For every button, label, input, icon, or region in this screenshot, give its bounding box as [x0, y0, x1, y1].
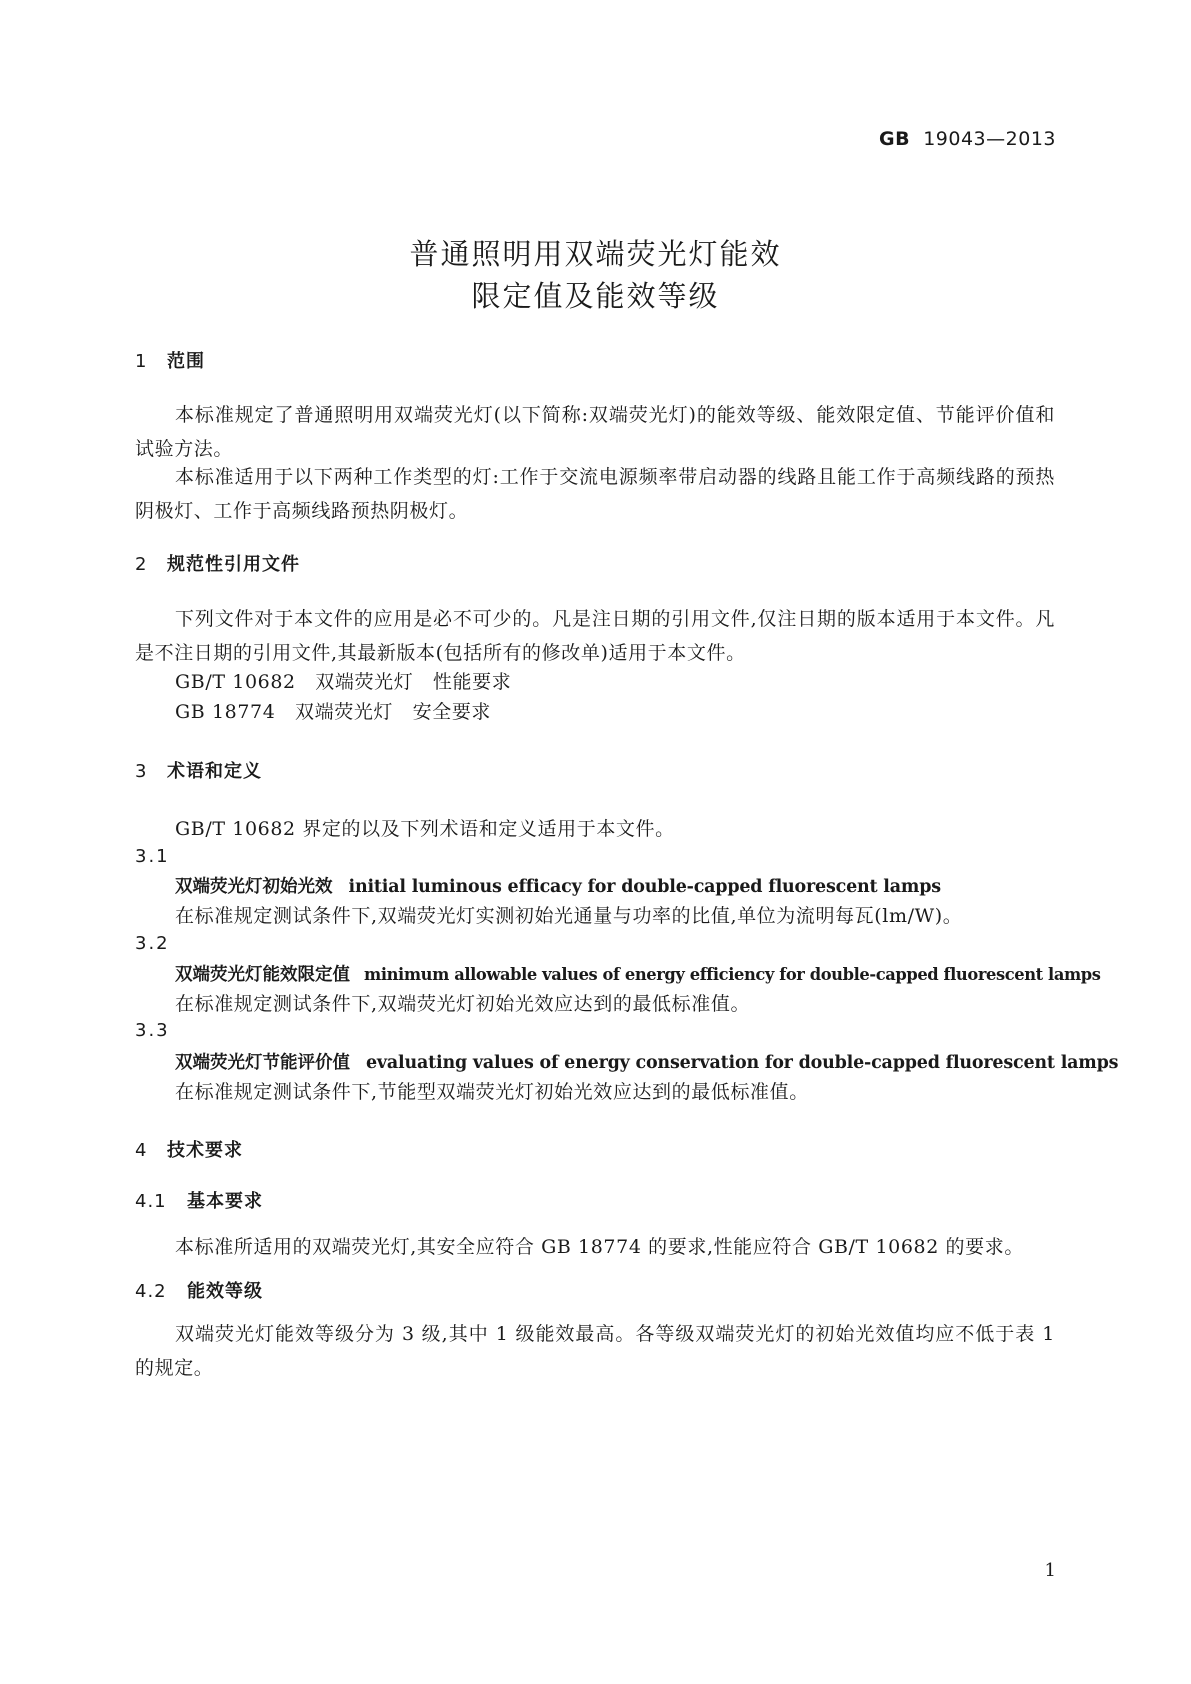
subsection-4-1-paragraph: 本标准所适用的双端荧光灯,其安全应符合 GB 18774 的要求,性能应符合 GB/T 10682 的要求。 [175, 1236, 1024, 1258]
doc-number: 19043—2013 [923, 128, 1056, 150]
subsection-title: 基本要求 [187, 1191, 263, 1212]
term-number: 3.2 [135, 933, 170, 954]
section-number: 3 [135, 761, 148, 782]
subsection-4-2-paragraph: 双端荧光灯能效等级分为 3 级,其中 1 级能效最高。各等级双端荧光灯的初始光效值均应不低于表 1 的规定。 [135, 1323, 1055, 1379]
subsection-number: 4.1 [135, 1191, 167, 1212]
section-title: 规范性引用文件 [167, 554, 300, 575]
document-code [879, 128, 1056, 150]
section-number: 2 [135, 554, 148, 575]
term-definition: 在标准规定测试条件下,双端荧光灯初始光效应达到的最低标准值。 [175, 993, 751, 1015]
term-chinese: 双端荧光灯初始光效 [175, 877, 333, 897]
term-number: 3.3 [135, 1020, 170, 1041]
subsection-title: 能效等级 [187, 1281, 263, 1302]
page-title-line2: 限定值及能效等级 [471, 279, 720, 313]
term-english: evaluating values of energy conservation for double-capped fluorescent lamps [366, 1053, 1119, 1073]
term-heading [175, 961, 1101, 986]
doc-prefix: GB [879, 128, 911, 150]
section-2-heading [135, 550, 300, 576]
section-title: 技术要求 [167, 1140, 243, 1161]
page-title-line1: 普通照明用双端荧光灯能效 [409, 237, 782, 271]
term-english: minimum allowable values of energy efficiency for double-capped fluorescent lamps [364, 965, 1101, 984]
section-3-intro: GB/T 10682 界定的以及下列术语和定义适用于本文件。 [175, 818, 675, 840]
term-chinese: 双端荧光灯节能评价值 [175, 1053, 350, 1073]
section-3-heading [135, 757, 262, 783]
section-1-heading [135, 347, 205, 373]
term-chinese: 双端荧光灯能效限定值 [175, 965, 350, 985]
section-number: 4 [135, 1140, 148, 1161]
subsection-4-1-heading [135, 1187, 263, 1213]
term-definition: 在标准规定测试条件下,双端荧光灯实测初始光通量与功率的比值,单位为流明每瓦(lm/W)。 [175, 905, 963, 927]
term-english: initial luminous efficacy for double-capped fluorescent lamps [348, 877, 941, 897]
subsection-4-2-heading [135, 1277, 263, 1303]
subsection-number: 4.2 [135, 1281, 167, 1302]
section-title: 范围 [167, 351, 205, 372]
section-number: 1 [135, 351, 148, 372]
section-title: 术语和定义 [167, 761, 262, 782]
term-number: 3.1 [135, 846, 170, 867]
section-1-paragraph-1: 本标准规定了普通照明用双端荧光灯(以下简称:双端荧光灯)的能效等级、能效限定值、节能评价值和试验方法。 [135, 404, 1055, 460]
reference-2: GB 18774 双端荧光灯 安全要求 [175, 701, 492, 723]
section-2-paragraph: 下列文件对于本文件的应用是必不可少的。凡是注日期的引用文件,仅注日期的版本适用于本文件。凡是不注日期的引用文件,其最新版本(包括所有的修改单)适用于本文件。 [135, 608, 1055, 664]
section-1-paragraph-2: 本标准适用于以下两种工作类型的灯:工作于交流电源频率带启动器的线路且能工作于高频线路的预热阴极灯、工作于高频线路预热阴极灯。 [135, 466, 1055, 522]
page-number: 1 [1044, 1560, 1056, 1581]
reference-1: GB/T 10682 双端荧光灯 性能要求 [175, 671, 512, 693]
section-4-heading [135, 1136, 243, 1162]
term-heading [175, 1049, 1118, 1074]
term-definition: 在标准规定测试条件下,节能型双端荧光灯初始光效应达到的最低标准值。 [175, 1081, 809, 1103]
term-heading [175, 873, 941, 898]
